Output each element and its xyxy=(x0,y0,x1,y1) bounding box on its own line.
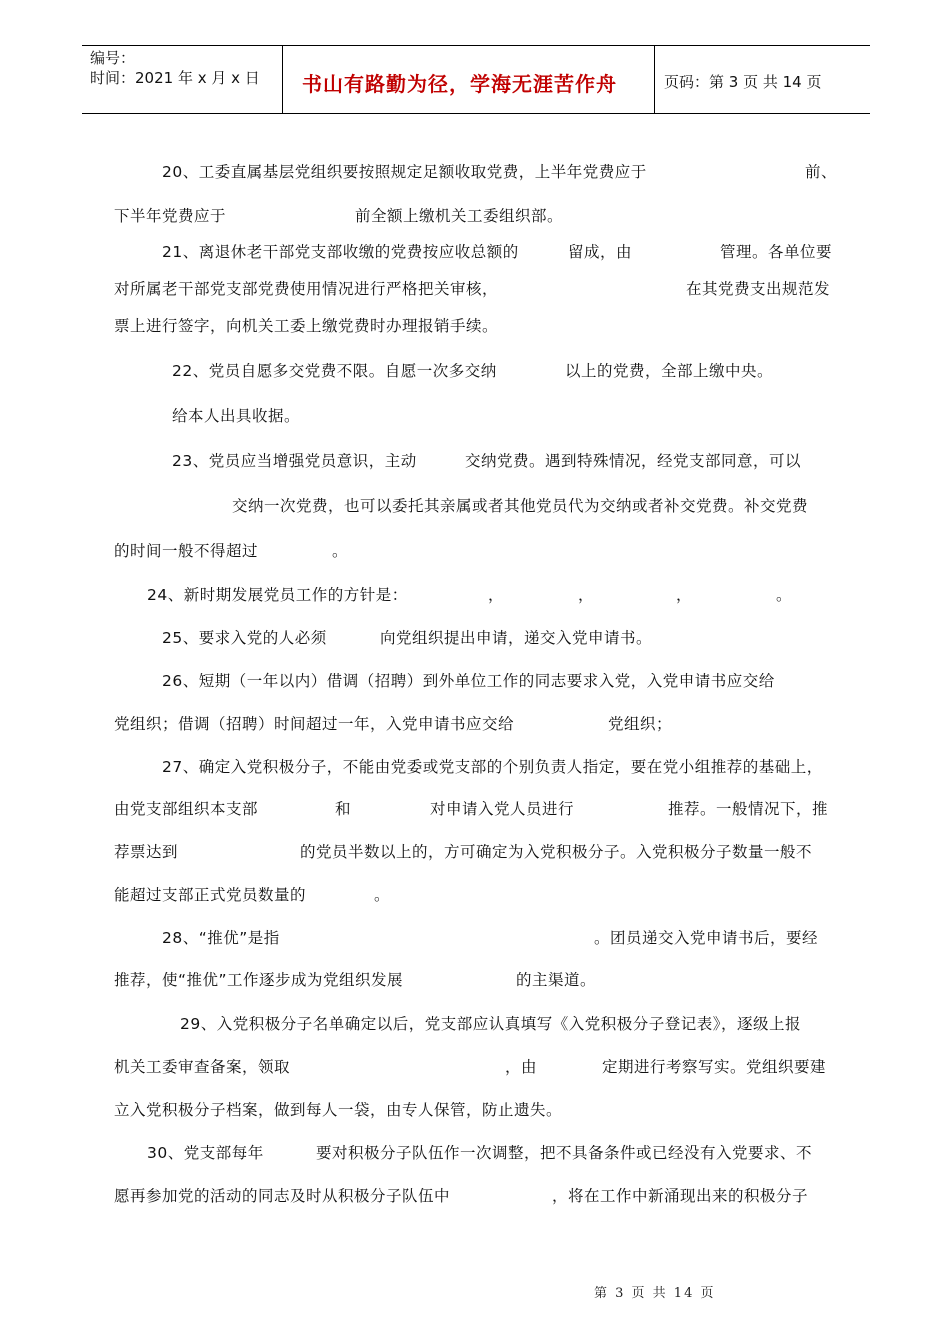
text-line: 给本人出具收据。 xyxy=(172,407,301,425)
text-line: ， xyxy=(578,586,595,604)
text-line: 推荐，使“推优”工作逐步成为党组织发展 xyxy=(114,971,404,989)
header-motto: 书山有路勤为径，学海无涯苦作舟 xyxy=(302,72,617,96)
text-line: ，将在工作中新涌现出来的积极分子 xyxy=(552,1187,809,1205)
text-line: 22、党员自愿多交党费不限。自愿一次多交纳 xyxy=(172,362,497,380)
text-line: 管理。各单位要 xyxy=(720,243,833,261)
text-line: 30、党支部每年 xyxy=(147,1144,264,1162)
text-line: 以上的党费，全部上缴中央。 xyxy=(565,362,774,380)
text-line: 前全额上缴机关工委组织部。 xyxy=(355,207,564,225)
text-line: 下半年党费应于 xyxy=(114,207,227,225)
header-top-rule xyxy=(82,45,870,46)
header-page-label: 页码：第 3 页 共 14 页 xyxy=(664,73,822,91)
page-footer: 第 3 页 共 14 页 xyxy=(594,1286,716,1301)
text-line: 定期进行考察写实。党组织要建 xyxy=(602,1058,827,1076)
text-line: 。 xyxy=(776,586,793,604)
text-line: 24、新时期发展党员工作的方针是： xyxy=(147,586,408,604)
text-line: 的党员半数以上的，方可确定为入党积极分子。入党积极分子数量一般不 xyxy=(300,843,813,861)
text-line: 党组织；借调（招聘）时间超过一年，入党申请书应交给 xyxy=(114,715,515,733)
text-line: 交纳党费。遇到特殊情况，经党支部同意，可以 xyxy=(465,452,802,470)
header-number-label: 编号： xyxy=(90,49,136,67)
text-line: 向党组织提出申请，递交入党申请书。 xyxy=(380,629,653,647)
text-line: 。 xyxy=(332,542,349,560)
text-line: 交纳一次党费，也可以委托其亲属或者其他党员代为交纳或者补交党费。补交党费 xyxy=(232,497,809,515)
text-line: 26、短期（一年以内）借调（招聘）到外单位工作的同志要求入党，入党申请书应交给 xyxy=(162,672,775,690)
text-line: 。团员递交入党申请书后，要经 xyxy=(594,929,819,947)
text-line: 要对积极分子队伍作一次调整，把不具备条件或已经没有入党要求、不 xyxy=(316,1144,813,1162)
text-line: 机关工委审查备案，领取 xyxy=(114,1058,291,1076)
text-line: 立入党积极分子档案，做到每人一袋，由专人保管，防止遗失。 xyxy=(114,1101,563,1119)
text-line: 荐票达到 xyxy=(114,843,179,861)
text-line: 前、 xyxy=(805,163,838,181)
text-line: 党组织； xyxy=(608,715,673,733)
text-line: ，由 xyxy=(505,1058,538,1076)
text-line: 能超过支部正式党员数量的 xyxy=(114,886,307,904)
text-line: 留成，由 xyxy=(568,243,633,261)
text-line: 28、“推优”是指 xyxy=(162,929,280,947)
header-divider-right xyxy=(654,45,655,113)
text-line: 的时间一般不得超过 xyxy=(114,542,259,560)
text-line: 的主渠道。 xyxy=(516,971,597,989)
text-line: 推荐。一般情况下，推 xyxy=(668,800,829,818)
text-line: 29、入党积极分子名单确定以后，党支部应认真填写《入党积极分子登记表》，逐级上报 xyxy=(180,1015,801,1033)
text-line: ， xyxy=(676,586,693,604)
text-line: 。 xyxy=(374,886,391,904)
text-line: 在其党费支出规范发 xyxy=(686,280,831,298)
text-line: 对所属老干部党支部党费使用情况进行严格把关审核， xyxy=(114,280,499,298)
text-line: 20、工委直属基层党组织要按照规定足额收取党费，上半年党费应于 xyxy=(162,163,647,181)
header-bottom-rule xyxy=(82,113,870,114)
text-line: 25、要求入党的人必须 xyxy=(162,629,327,647)
text-line: 由党支部组织本支部 xyxy=(114,800,259,818)
header-divider-left xyxy=(282,45,283,113)
text-line: 27、确定入党积极分子，不能由党委或党支部的个别负责人指定，要在党小组推荐的基础上， xyxy=(162,758,823,776)
text-line: 对申请入党人员进行 xyxy=(430,800,575,818)
text-line: 愿再参加党的活动的同志及时从积极分子队伍中 xyxy=(114,1187,451,1205)
header-date: 时间：2021 年 x 月 x 日 xyxy=(90,69,260,87)
text-line: 和 xyxy=(335,800,352,818)
text-line: 23、党员应当增强党员意识，主动 xyxy=(172,452,417,470)
text-line: 票上进行签字，向机关工委上缴党费时办理报销手续。 xyxy=(114,317,499,335)
text-line: 21、离退休老干部党支部收缴的党费按应收总额的 xyxy=(162,243,519,261)
text-line: ， xyxy=(488,586,505,604)
